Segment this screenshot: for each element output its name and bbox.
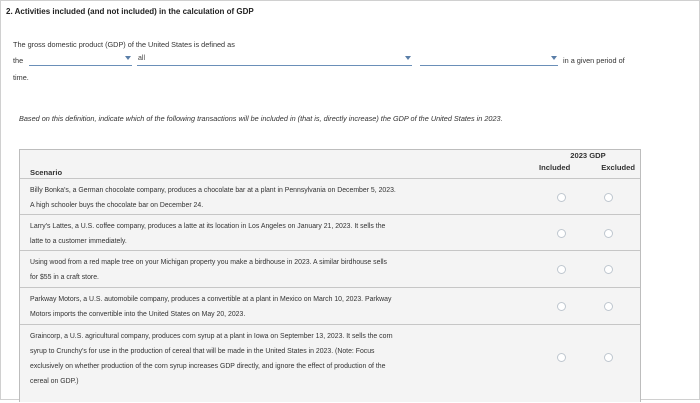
included-radio[interactable] <box>557 302 566 311</box>
table-row <box>20 324 640 403</box>
gdp-year-header: 2023 GDP <box>570 151 606 160</box>
scenario-table <box>19 149 641 402</box>
scenario-text <box>30 255 540 285</box>
excluded-radio[interactable] <box>604 193 613 202</box>
definition-time-label: time. <box>13 73 29 82</box>
chevron-down-icon <box>125 56 131 60</box>
scenario-text <box>30 219 540 249</box>
gdp-definition-dropdown-3[interactable] <box>420 55 558 66</box>
scenario-line: Using wood from a red maple tree on your Michigan property you make a birdhouse in 2023. A similar birdhouse sells <box>30 259 387 266</box>
question-title: 2. Activities included (and not included) in the calculation of GDP <box>6 7 254 16</box>
scenario-line: Graincorp, a U.S. agricultural company, produces corn syrup at a plant in Iowa on September 13, 2023. It sells the corn <box>30 333 393 340</box>
included-radio[interactable] <box>557 229 566 238</box>
definition-the-label: the <box>13 56 24 65</box>
scenario-text <box>30 292 540 322</box>
scenario-line: latte to a customer immediately. <box>30 238 127 245</box>
dropdown-2-value: all <box>138 55 146 62</box>
table-row <box>20 250 640 288</box>
definition-intro: The gross domestic product (GDP) of the United States is defined as <box>13 40 235 49</box>
scenario-line: for $55 in a craft store. <box>30 274 99 281</box>
excluded-header: Excluded <box>601 163 635 172</box>
scenario-line: syrup to Crunchy's for use in the production of cereal that will be made in the United States in 2023. (Note: Focus <box>30 348 375 355</box>
chevron-down-icon <box>405 56 411 60</box>
chevron-down-icon <box>551 56 557 60</box>
instructions: Based on this definition, indicate which of the following transactions will be included in (that is, directly increase) the GDP of the United States in 2023. <box>19 114 503 123</box>
scenario-line: Parkway Motors, a U.S. automobile company, produces a convertible at a plant in Mexico on March 10, 2023. Parkway <box>30 296 392 303</box>
gdp-definition-dropdown-1[interactable] <box>29 55 132 66</box>
scenario-text <box>30 183 540 213</box>
excluded-radio[interactable] <box>604 353 613 362</box>
gdp-column-header <box>536 151 640 173</box>
excluded-radio[interactable] <box>604 265 613 274</box>
excluded-radio[interactable] <box>604 229 613 238</box>
scenario-line: Larry's Lattes, a U.S. coffee company, produces a latte at its location in Los Angeles on January 21, 2023. It sells the <box>30 223 386 230</box>
scenario-line: Motors imports the convertible into the United States on May 20, 2023. <box>30 311 246 318</box>
table-row <box>20 178 640 215</box>
scenario-line: A high schooler buys the chocolate bar on December 24. <box>30 202 204 209</box>
table-row <box>20 287 640 325</box>
scenario-header: Scenario <box>30 168 63 177</box>
included-header: Included <box>539 163 571 172</box>
included-radio[interactable] <box>557 265 566 274</box>
excluded-radio[interactable] <box>604 302 613 311</box>
gdp-definition-dropdown-2[interactable] <box>137 55 412 66</box>
scenario-line: Billy Bonka's, a German chocolate company, produces a chocolate bar at a plant in Pennsylvania on December 5, 2023. <box>30 187 396 194</box>
included-radio[interactable] <box>557 193 566 202</box>
included-radio[interactable] <box>557 353 566 362</box>
scenario-line: cereal on GDP.) <box>30 378 79 385</box>
scenario-line: exclusively on whether production of the corn syrup increases GDP directly, and ignore the effect of production of the <box>30 363 386 370</box>
scenario-text <box>30 329 540 389</box>
table-row <box>20 214 640 251</box>
definition-tail-label: in a given period of <box>563 56 625 65</box>
